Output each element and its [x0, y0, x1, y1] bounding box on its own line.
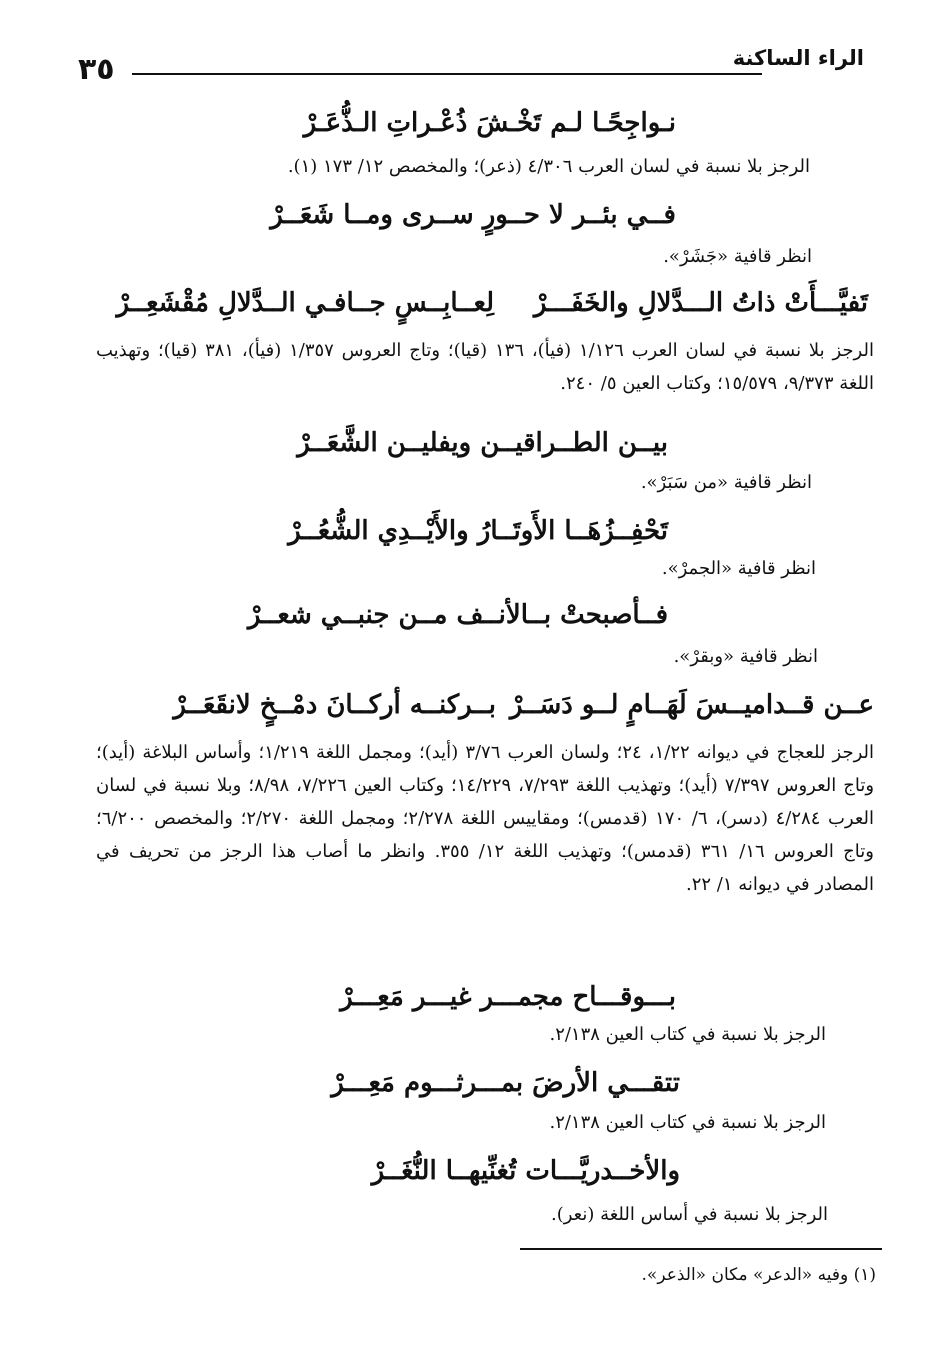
running-title: الراء الساكنة [732, 46, 864, 70]
footnote-rule [520, 1248, 882, 1250]
verse-hemistich-right: تَفيَّـــأَتْ ذاتُ الـــدَّلالِ والخَفَـــرْ [533, 288, 868, 318]
verse-line: فــأصبحتْ بــالأنــف مــن جنبــي شعــرْ [247, 600, 668, 630]
source-note: الرجز بلا نسبة في كتاب العين ٢/١٣٨. [549, 1112, 826, 1133]
source-note: الرجز بلا نسبة في أساس اللغة (نعر). [550, 1204, 828, 1225]
footnote: (١) وفيه «الدعر» مكان «الذعر». [641, 1265, 876, 1285]
reference-note: انظر قافية «الجمرْ». [661, 558, 816, 579]
verse-hemistich-left: بــركنــه أركــانَ دمْــخٍ لانقَعَــرْ [173, 690, 496, 720]
source-note: الرجز بلا نسبة في لسان العرب ٤/٣٠٦ (ذعر)؛ والمخصص ١٢/ ١٧٣ (١). [287, 156, 810, 177]
verse-line: والأخــدريَّـــات تُغنِّيهــا النُّغَــرْ [371, 1156, 680, 1186]
verse-line: فــي بئــر لا حــورٍ ســرى ومــا شَعَــرْ [270, 200, 676, 230]
verse-line: نـواجِحًـا لـم تَخْـشَ ذُعْـراتِ الـذُّعَـرْ [303, 108, 676, 138]
source-note: الرجز بلا نسبة في كتاب العين ٢/١٣٨. [549, 1024, 826, 1045]
verse-hemistich-left: لِعــابِــسٍ جــافـي الــدَّلالِ مُقْشَعِــرْ [116, 288, 494, 318]
source-paragraph: الرجز للعجاج في ديوانه ١/٢٢، ٢٤؛ ولسان العرب ٣/٧٦ (أيد)؛ ومجمل اللغة ١/٢١٩؛ وأساس البلاغة (أيد)؛ وتاج العروس ٧/٣٩٧ (أيد)؛ وتهذيب اللغة ٧/٢٩٣، ١٤/٢٢٩؛ وكتاب العين ٧/٢٢٦، ٨/٩٨؛ وبلا نسبة في لسان العرب ٤/٢٨٤ (دسر)، ٦/ ١٧٠ (قدمس)؛ ومقاييس اللغة ٢/٢٧٨؛ ومجمل اللغة ٢/٢٧٠؛ والمخصص ٦/٢٠٠؛ وتاج العروس ١٦/ ٣٦١ (قدمس)؛ وتهذيب اللغة ١٢/ ٣٥٥. وانظر ما أصاب هذا الرجز من تحريف في المصادر في ديوانه ١/ ٢٢. [96, 742, 875, 895]
page-number: ٣٥ [78, 52, 115, 87]
reference-note: انظر قافية «جَشَرْ». [663, 246, 812, 267]
reference-note: انظر قافية «من سَبَرْ». [640, 472, 812, 493]
verse-line: تتقـــي الأرضَ بمـــرثـــوم مَعِـــرْ [331, 1068, 680, 1098]
verse-line: تَحْفِــزُهَــا الأَوتَــارُ والأَيْــدِي الشُّعُــرْ [288, 516, 668, 546]
reference-note: انظر قافية «وبقرْ». [673, 646, 818, 667]
source-paragraph: الرجز بلا نسبة في لسان العرب ١/١٢٦ (فيأ)، ١٣٦ (قيا)؛ وتاج العروس ١/٣٥٧ (فيأ)، ٣٨١ (قيا)؛ وتهذيب اللغة ٩/٣٧٣، ١٥/٥٧٩؛ وكتاب العين ٥/ ٢٤٠. [96, 340, 874, 394]
verse-line: بيــن الطــراقيــن ويفليــن الشَّعَــرْ [297, 428, 668, 458]
header-rule [132, 73, 762, 75]
verse-hemistich-right: عــن قــداميــسَ لَهَــامٍ لــو دَسَــرْ [509, 690, 874, 720]
verse-line: بـــوقـــاح مجمـــر غيـــر مَعِـــرْ [340, 982, 676, 1012]
